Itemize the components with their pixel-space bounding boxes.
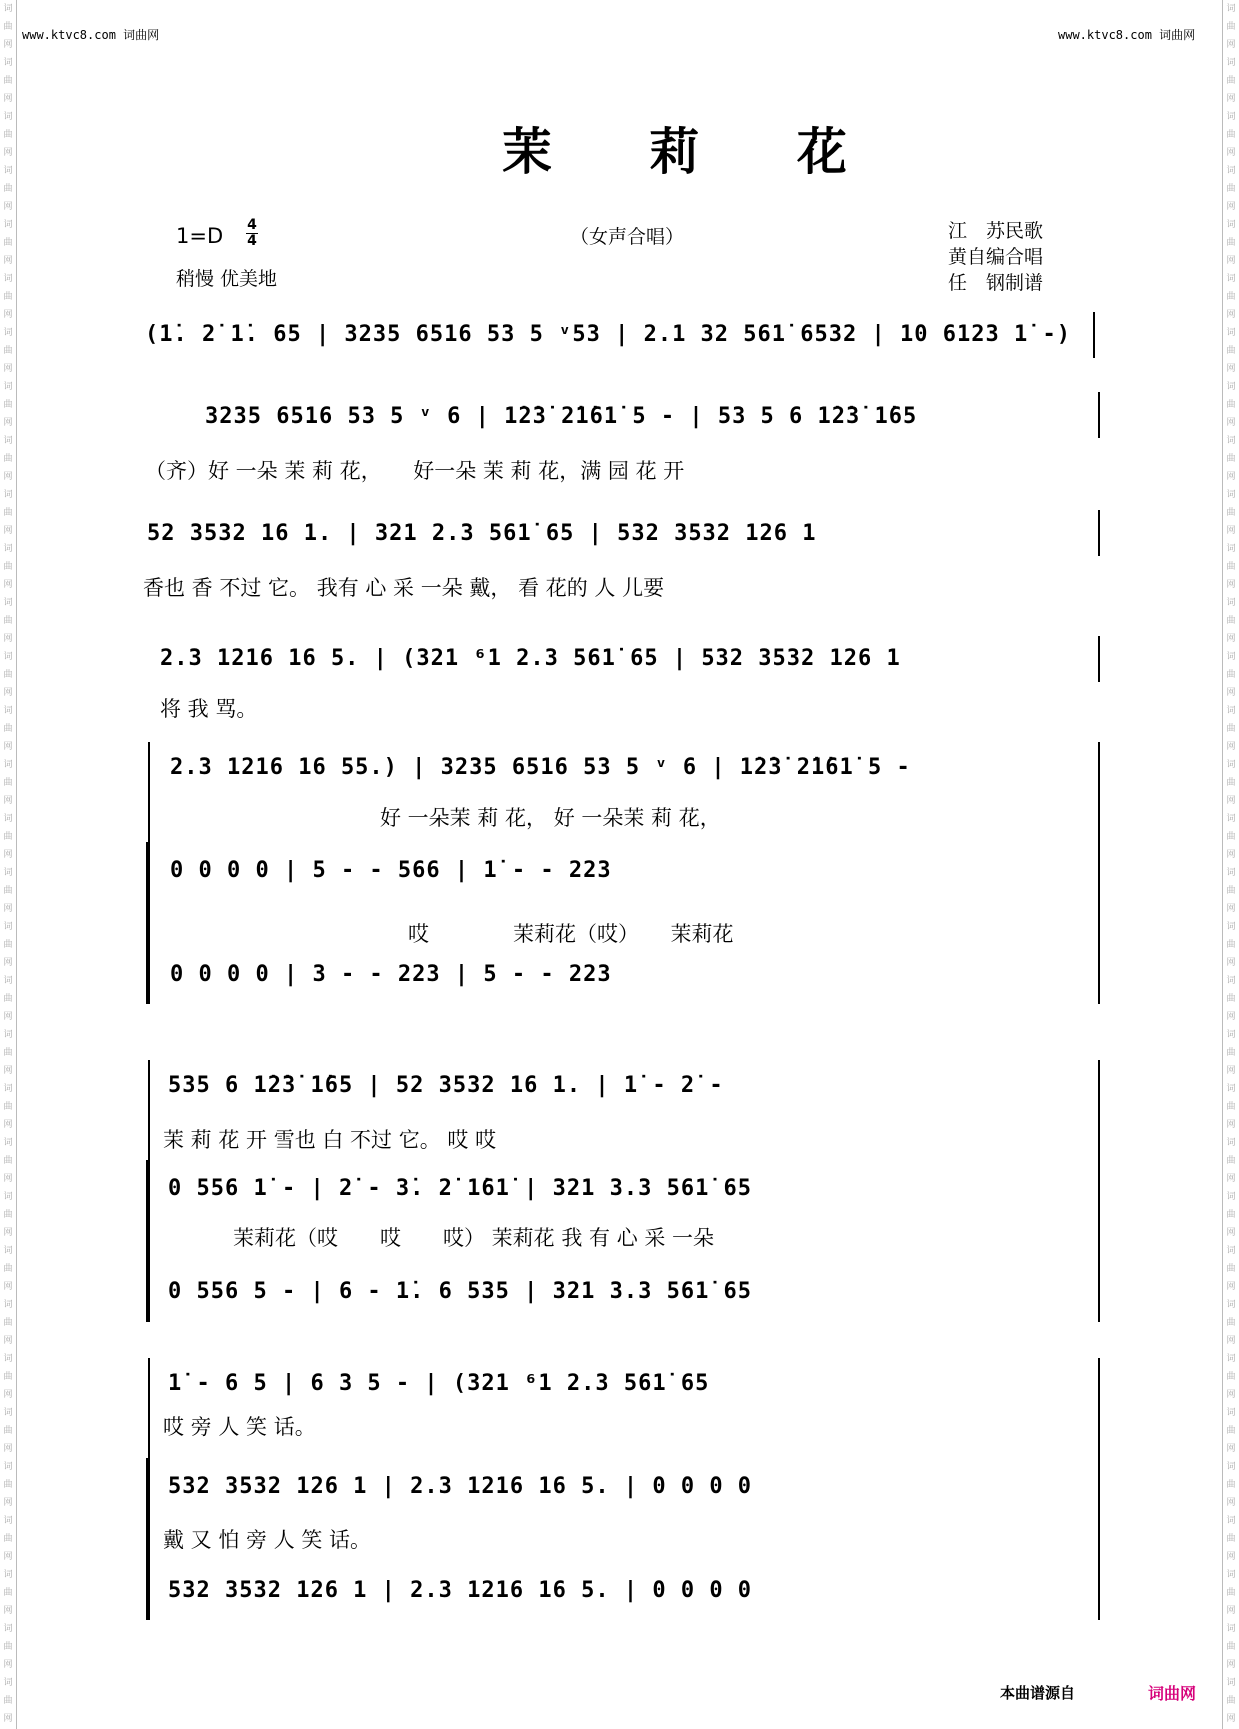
watermark-strip-left: 词曲网词曲网词曲网词曲网词曲网词曲网词曲网词曲网词曲网词曲网词曲网词曲网词曲网词曲网词曲网词曲网词曲网词曲网词曲网词曲网词曲网词曲网词曲网词曲网词曲网词曲网词曲网词曲网词曲网词曲网词曲网词曲网 [3, 4, 13, 1724]
system-4-end-barline [1098, 636, 1100, 682]
system-4-lyrics: 将 我 骂。 [160, 697, 258, 721]
system-6-alto2-notes: 0 556 5 - | 6 - 1̇. 6 535 | 321 3.3 561̇ 65 [168, 1279, 753, 1304]
header-url-right: www.ktvc8.com 词曲网 [1058, 28, 1196, 42]
system-7-soprano-notes: 1̇ - 6 5 | 6 3 5 - | (321 ⁶1 2.3 561̇ 65 [168, 1371, 710, 1396]
page-title: 茉 莉 花 [502, 122, 887, 181]
system-2-lyrics: （齐）好 一朵 茉 莉 花， 好一朵 茉 莉 花，满 园 花 开 [145, 459, 685, 483]
system-5-alto1-lyrics: 哎 茉莉花（哎） 茉莉花 [408, 922, 734, 946]
system-7-alto1-lyrics: 戴 又 怕 旁 人 笑 话。 [163, 1528, 372, 1552]
system-6-soprano-lyrics: 茉 莉 花 开 雪也 白 不过 它。 哎 哎 [163, 1128, 497, 1152]
credit-transcriber: 任 钢制谱 [948, 272, 1044, 294]
system-2-notes: 3235 6516 53 5 ᵛ 6 | 1̇2̇3̇ 2̇1̇61̇ 5 - | 53 5 6 1̇2̇3̇ 1̇65 [205, 404, 918, 429]
system-3-lyrics: 香也 香 不过 它。 我有 心 采 一朵 戴， 看 花的 人 儿要 [143, 576, 665, 600]
system-7-alto1-notes: 532 3532 126 1 | 2.3 1216 16 5. | 0 0 0 0 [168, 1474, 753, 1499]
system-5-soprano-lyrics: 好 一朵茉 莉 花， 好 一朵茉 莉 花， [380, 806, 721, 830]
credit-composer: 江 苏民歌 [948, 220, 1044, 242]
footer-site-link[interactable]: 词曲网 [1148, 1684, 1197, 1703]
system-7-soprano-lyrics: 哎 旁 人 笑 话。 [163, 1415, 316, 1439]
key-signature: 1=D [176, 224, 224, 248]
system-5-alto-bracket [146, 842, 149, 1004]
system-6-end-barline [1098, 1060, 1100, 1322]
system-7-alto-bracket [146, 1458, 149, 1620]
system-6-alto-bracket [146, 1160, 149, 1322]
system-3-notes: 52 3532 16 1. | 321 2.3 561̇ 65 | 532 3532 126 1 [147, 521, 817, 546]
system-5-soprano-notes: 2.3 1216 16 55.) | 3235 6516 53 5 ᵛ 6 | 1̇2̇3̇ 2̇1̇61̇ 5 - [170, 755, 911, 780]
system-5-end-barline [1098, 742, 1100, 1004]
page-border-right [1222, 0, 1223, 1729]
system-6-soprano-notes: 535 6 1̇2̇3̇ 1̇65 | 52 3532 16 1. | 1̇ - 2̇ - [168, 1073, 724, 1098]
credit-arranger: 黄自编合唱 [948, 246, 1044, 268]
subtitle: （女声合唱） [570, 226, 685, 248]
system-6-alto1-notes: 0 556 1̇ - | 2̇ - 3̇. 2̇ 1̇61̇ | 321 3.3 561̇ 65 [168, 1176, 753, 1201]
system-2-end-barline [1098, 392, 1100, 438]
system-1-end-barline [1093, 312, 1095, 358]
system-7-end-barline [1098, 1358, 1100, 1620]
system-6-alto1-lyrics: 茉莉花（哎 哎 哎） 茉莉花 我 有 心 采 一朵 [233, 1226, 715, 1250]
footer-source-label: 本曲谱源自 [1000, 1684, 1076, 1702]
time-signature [246, 218, 258, 249]
time-signature-top: 4 [247, 217, 257, 233]
page-border-left [16, 0, 17, 1729]
system-5-alto1-notes: 0 0 0 0 | 5 - - 566 | 1̇ - - 223 [170, 858, 612, 883]
header-url-left: www.ktvc8.com 词曲网 [22, 28, 160, 42]
system-1-notes: (1̇. 2̇ 1̇. 65 | 3235 6516 53 5 ᵛ53 | 2.1 32 561̇ 6532 | 10 6123 1̇ -) [145, 322, 1071, 347]
system-4-notes: 2.3 1216 16 5. | (321 ⁶1 2.3 561̇ 65 | 532 3532 126 1 [160, 646, 901, 671]
time-signature-bottom: 4 [247, 233, 257, 249]
system-5-alto2-notes: 0 0 0 0 | 3 - - 223 | 5 - - 223 [170, 962, 612, 987]
system-3-end-barline [1098, 510, 1100, 556]
tempo-marking: 稍慢 优美地 [176, 268, 278, 290]
watermark-strip-right: 词曲网词曲网词曲网词曲网词曲网词曲网词曲网词曲网词曲网词曲网词曲网词曲网词曲网词曲网词曲网词曲网词曲网词曲网词曲网词曲网词曲网词曲网词曲网词曲网词曲网词曲网词曲网词曲网词曲网词曲网词曲网词曲网 [1226, 4, 1236, 1724]
system-7-alto2-notes: 532 3532 126 1 | 2.3 1216 16 5. | 0 0 0 0 [168, 1578, 753, 1603]
